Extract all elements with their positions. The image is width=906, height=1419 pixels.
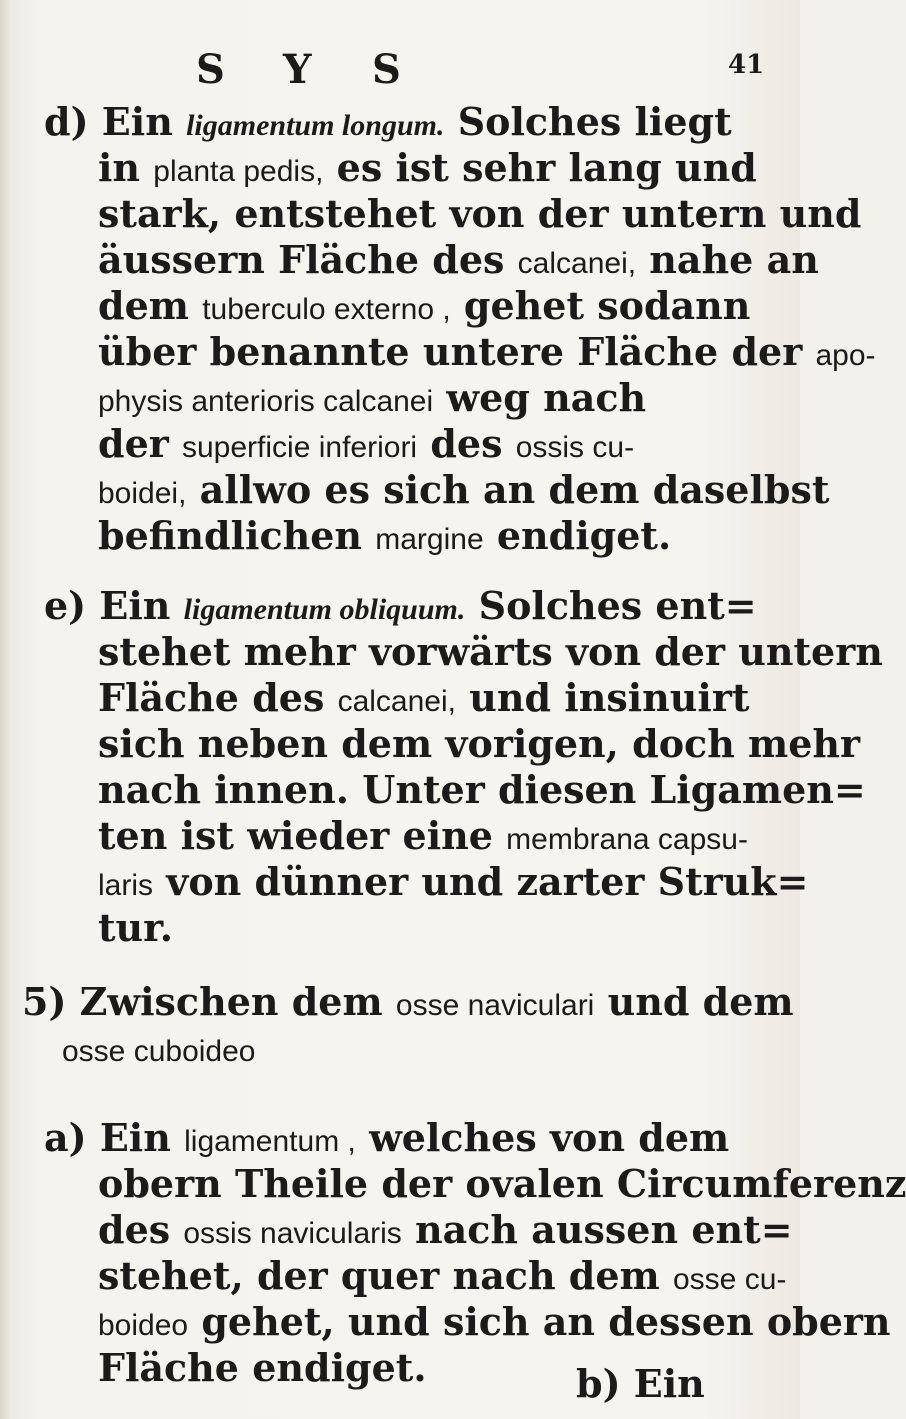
text-line bbox=[62, 1026, 255, 1074]
latin-term: calcanei, bbox=[517, 247, 637, 280]
text-fragment: nach aussen ent= bbox=[401, 1207, 793, 1252]
text-line bbox=[98, 768, 866, 812]
text-line bbox=[98, 284, 750, 332]
text-line bbox=[98, 676, 749, 724]
latin-term: ligamentum , bbox=[184, 1125, 356, 1158]
text-fragment: gehet sodann bbox=[450, 283, 751, 328]
latin-term: tuberculo externo , bbox=[202, 293, 451, 326]
latin-term: boideo bbox=[98, 1309, 189, 1342]
section-marker: d) bbox=[44, 99, 89, 144]
text-line bbox=[98, 1208, 793, 1256]
catchword: b) Ein bbox=[576, 1361, 705, 1406]
latin-term: ossis cu- bbox=[515, 431, 635, 464]
text-line bbox=[22, 980, 794, 1028]
text-fragment: stehet, der quer nach dem bbox=[98, 1253, 673, 1298]
text-fragment: äussern Fläche des bbox=[98, 237, 518, 282]
text-line bbox=[98, 192, 861, 236]
text-fragment: dem bbox=[98, 283, 203, 328]
text-line bbox=[44, 100, 732, 148]
latin-term: boidei, bbox=[98, 477, 187, 510]
text-fragment: Zwischen dem bbox=[79, 979, 396, 1024]
text-fragment: Solches liegt bbox=[444, 99, 732, 144]
text-fragment: endiget. bbox=[483, 513, 672, 558]
text-line bbox=[98, 330, 876, 378]
text-line bbox=[44, 1116, 729, 1164]
text-fragment: gehet, und sich an dessen obern bbox=[188, 1299, 891, 1344]
text-fragment: Solches ent= bbox=[465, 583, 757, 628]
text-fragment: des bbox=[417, 421, 516, 466]
text-fragment: der bbox=[98, 421, 182, 466]
latin-term: calcanei, bbox=[337, 685, 456, 718]
text-fragment: nach innen. Unter diesen Ligamen= bbox=[98, 767, 866, 812]
text-fragment: von dünner und zarter Struk= bbox=[153, 859, 809, 904]
text-fragment: sich neben dem vorigen, doch mehr bbox=[98, 721, 861, 766]
text-line bbox=[98, 422, 634, 470]
text-fragment: Ein bbox=[99, 583, 184, 628]
text-line bbox=[98, 814, 748, 862]
latin-term: physis anterioris calcanei bbox=[98, 385, 434, 418]
text-line bbox=[98, 1300, 891, 1348]
section-marker: 5) bbox=[22, 979, 67, 1024]
text-line bbox=[98, 146, 757, 194]
text-fragment: stehet mehr vorwärts von der untern bbox=[98, 629, 883, 674]
text-fragment: Ein bbox=[99, 1115, 185, 1160]
section-marker: a) bbox=[44, 1115, 87, 1160]
text-line bbox=[98, 468, 829, 516]
text-line bbox=[98, 1346, 427, 1390]
text-fragment: des bbox=[98, 1207, 184, 1252]
page-header bbox=[0, 46, 800, 96]
text-line bbox=[98, 376, 646, 424]
text-line bbox=[98, 722, 860, 766]
text-line bbox=[98, 514, 671, 562]
latin-term: planta pedis, bbox=[153, 155, 324, 188]
latin-term: osse cu- bbox=[673, 1263, 787, 1296]
text-line bbox=[98, 630, 883, 674]
text-line bbox=[98, 860, 808, 908]
page-number: 41 bbox=[728, 50, 765, 80]
latin-term: ligamentum longum. bbox=[186, 109, 445, 142]
text-fragment: über benannte untere Fläche der bbox=[98, 329, 816, 374]
text-line bbox=[44, 584, 757, 632]
text-fragment: nahe an bbox=[636, 237, 819, 282]
latin-term: osse cuboideo bbox=[62, 1035, 256, 1068]
text-fragment: in bbox=[98, 145, 154, 190]
latin-term: osse naviculari bbox=[395, 989, 595, 1022]
text-fragment: und insinuirt bbox=[455, 675, 750, 720]
signature-mark: S bbox=[372, 46, 403, 93]
text-fragment: Fläche endiget. bbox=[98, 1345, 427, 1390]
text-line bbox=[98, 1254, 786, 1302]
text-fragment: befindlichen bbox=[98, 513, 376, 558]
latin-term: ossis navicularis bbox=[183, 1217, 402, 1250]
text-fragment: obern Theile der ovalen Circumferenz bbox=[98, 1161, 906, 1206]
text-line bbox=[98, 1162, 906, 1206]
text-line bbox=[98, 906, 173, 950]
signature-mark: Y bbox=[283, 46, 314, 93]
signature-mark: S bbox=[196, 46, 227, 93]
latin-term: laris bbox=[98, 869, 154, 902]
text-fragment: es ist sehr lang und bbox=[323, 145, 757, 190]
page-gutter bbox=[0, 0, 12, 1419]
text-fragment: und dem bbox=[594, 979, 794, 1024]
latin-term: membrana capsu- bbox=[506, 823, 748, 856]
latin-term: superficie inferiori bbox=[182, 431, 418, 464]
text-fragment: weg nach bbox=[433, 375, 647, 420]
text-fragment: ten ist wieder eine bbox=[98, 813, 507, 858]
text-fragment: allwo es sich an dem daselbst bbox=[186, 467, 830, 512]
latin-term: margine bbox=[375, 523, 484, 556]
text-fragment: stark, entstehet von der untern und bbox=[98, 191, 862, 236]
text-fragment: Ein bbox=[101, 99, 187, 144]
text-fragment: welches von dem bbox=[355, 1115, 730, 1160]
section-marker: e) bbox=[44, 583, 87, 628]
text-line bbox=[98, 238, 819, 286]
text-fragment: tur. bbox=[98, 905, 173, 950]
latin-term: apo- bbox=[815, 339, 876, 372]
text-fragment: Fläche des bbox=[98, 675, 338, 720]
latin-term: ligamentum obliquum. bbox=[183, 593, 466, 626]
